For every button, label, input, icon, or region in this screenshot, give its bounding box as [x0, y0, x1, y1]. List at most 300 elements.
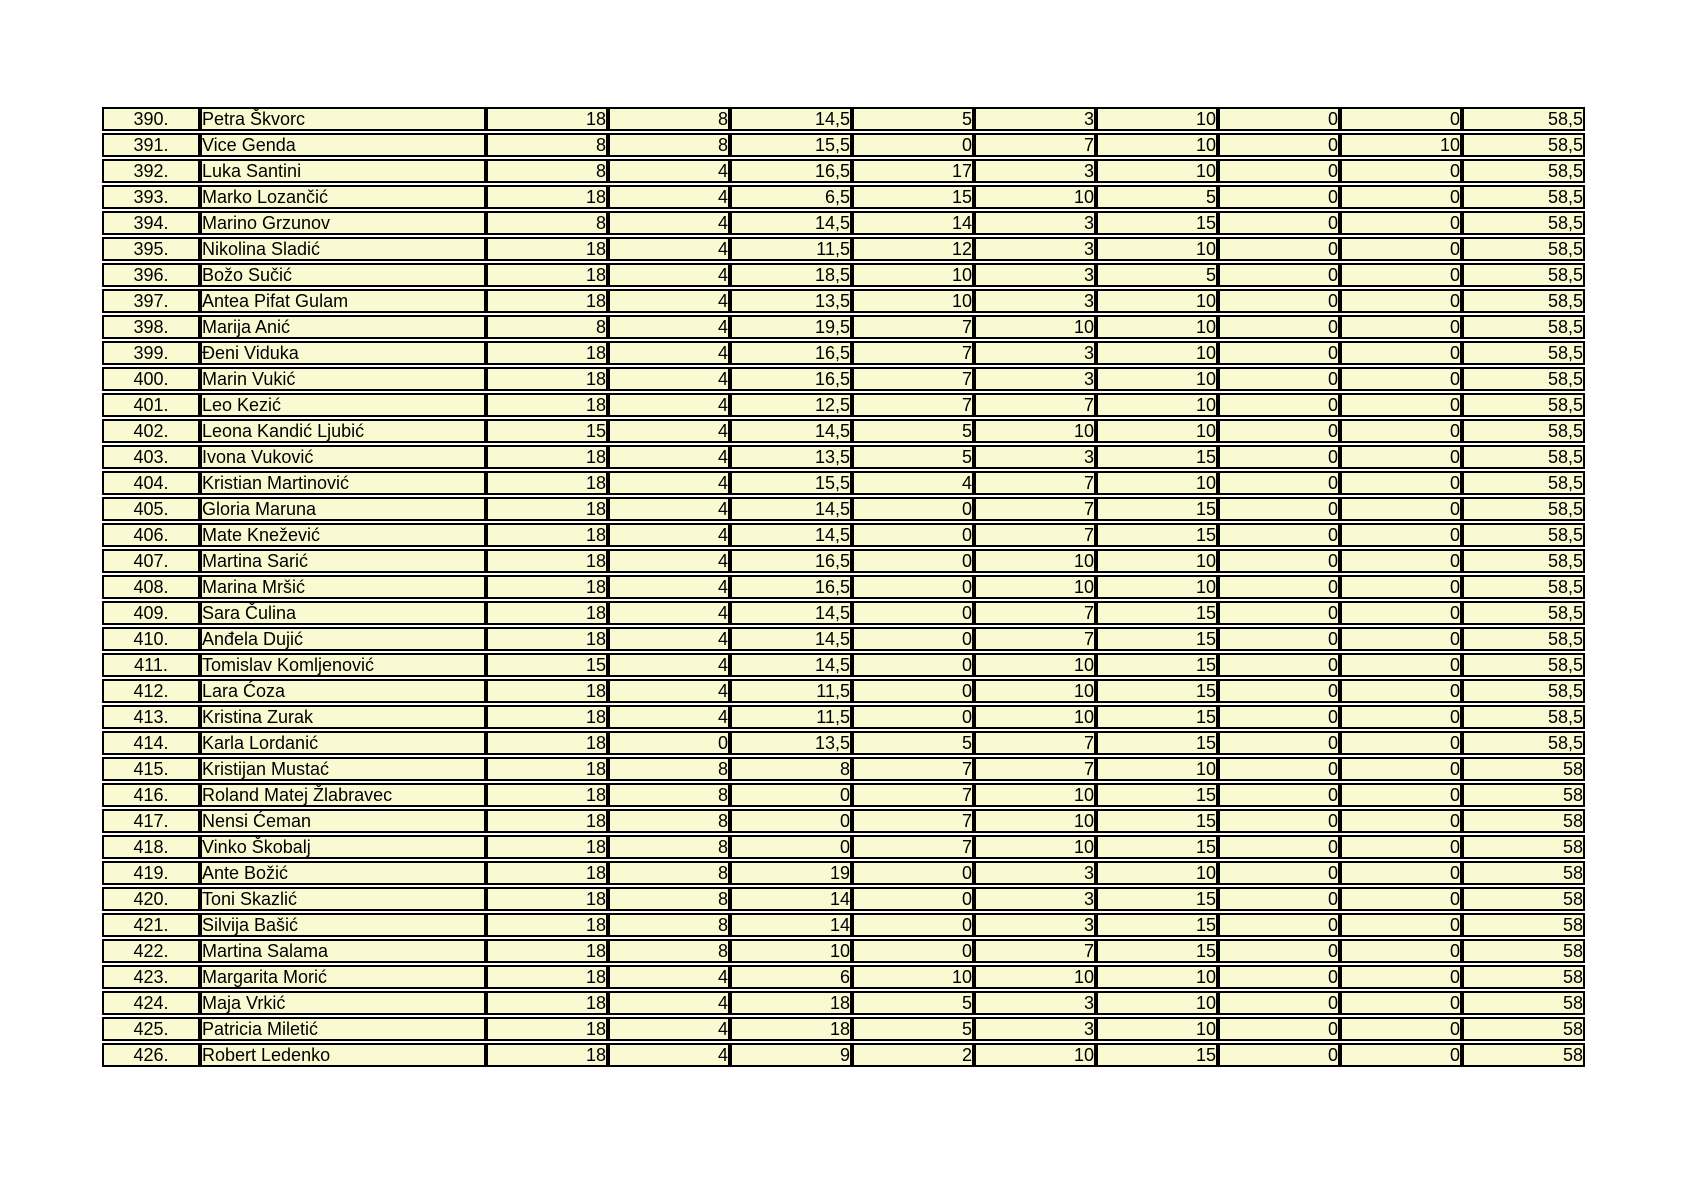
score-cell-5: 7 — [974, 393, 1096, 417]
score-cell-5: 10 — [974, 1043, 1096, 1067]
score-cell-1: 18 — [486, 575, 608, 599]
score-cell-8: 0 — [1340, 159, 1462, 183]
table-row — [102, 913, 1585, 937]
score-cell-1: 18 — [486, 237, 608, 261]
score-cell-8: 0 — [1340, 601, 1462, 625]
score-cell-7: 0 — [1218, 965, 1340, 989]
score-cell-4: 5 — [852, 445, 974, 469]
total-cell: 58,5 — [1462, 497, 1585, 521]
rank-cell: 400. — [102, 367, 200, 391]
score-cell-7: 0 — [1218, 731, 1340, 755]
rank-cell: 397. — [102, 289, 200, 313]
score-cell-2: 8 — [608, 757, 730, 781]
score-cell-7: 0 — [1218, 627, 1340, 651]
score-cell-4: 14 — [852, 211, 974, 235]
score-cell-3: 15,5 — [730, 471, 852, 495]
score-cell-6: 10 — [1096, 471, 1218, 495]
rank-cell: 412. — [102, 679, 200, 703]
score-cell-3: 0 — [730, 809, 852, 833]
score-cell-4: 0 — [852, 653, 974, 677]
table-row — [102, 627, 1585, 651]
score-cell-7: 0 — [1218, 367, 1340, 391]
score-cell-1: 18 — [486, 341, 608, 365]
rank-cell: 425. — [102, 1017, 200, 1041]
rank-cell: 414. — [102, 731, 200, 755]
table-row — [102, 757, 1585, 781]
score-cell-5: 10 — [974, 679, 1096, 703]
score-cell-3: 11,5 — [730, 237, 852, 261]
score-cell-2: 4 — [608, 445, 730, 469]
total-cell: 58 — [1462, 783, 1585, 807]
score-cell-6: 15 — [1096, 211, 1218, 235]
score-cell-5: 10 — [974, 705, 1096, 729]
rank-cell: 413. — [102, 705, 200, 729]
rank-cell: 409. — [102, 601, 200, 625]
table-row — [102, 809, 1585, 833]
total-cell: 58,5 — [1462, 237, 1585, 261]
total-cell: 58,5 — [1462, 341, 1585, 365]
score-cell-7: 0 — [1218, 159, 1340, 183]
score-cell-8: 0 — [1340, 497, 1462, 521]
score-cell-8: 0 — [1340, 549, 1462, 573]
score-cell-4: 5 — [852, 1017, 974, 1041]
score-cell-1: 18 — [486, 263, 608, 287]
score-cell-5: 3 — [974, 341, 1096, 365]
score-cell-7: 0 — [1218, 809, 1340, 833]
score-cell-1: 18 — [486, 783, 608, 807]
rank-cell: 391. — [102, 133, 200, 157]
score-cell-4: 10 — [852, 289, 974, 313]
score-cell-2: 8 — [608, 107, 730, 131]
score-cell-4: 10 — [852, 965, 974, 989]
score-cell-4: 5 — [852, 991, 974, 1015]
name-cell: Marko Lozančić — [200, 185, 486, 209]
score-cell-5: 7 — [974, 939, 1096, 963]
score-cell-3: 6,5 — [730, 185, 852, 209]
score-cell-1: 18 — [486, 1017, 608, 1041]
score-cell-8: 0 — [1340, 913, 1462, 937]
score-cell-1: 18 — [486, 861, 608, 885]
score-cell-2: 4 — [608, 159, 730, 183]
score-cell-3: 14,5 — [730, 627, 852, 651]
score-cell-7: 0 — [1218, 835, 1340, 859]
score-cell-1: 18 — [486, 549, 608, 573]
score-cell-4: 0 — [852, 575, 974, 599]
score-cell-4: 7 — [852, 341, 974, 365]
score-cell-7: 0 — [1218, 601, 1340, 625]
rank-cell: 404. — [102, 471, 200, 495]
score-cell-3: 14,5 — [730, 107, 852, 131]
score-cell-8: 0 — [1340, 185, 1462, 209]
score-cell-3: 0 — [730, 835, 852, 859]
score-cell-4: 0 — [852, 679, 974, 703]
rank-cell: 394. — [102, 211, 200, 235]
name-cell: Kristina Zurak — [200, 705, 486, 729]
score-cell-5: 7 — [974, 523, 1096, 547]
total-cell: 58,5 — [1462, 679, 1585, 703]
name-cell: Sara Čulina — [200, 601, 486, 625]
score-cell-3: 14,5 — [730, 419, 852, 443]
rank-cell: 398. — [102, 315, 200, 339]
table-row — [102, 289, 1585, 313]
score-cell-4: 10 — [852, 263, 974, 287]
score-cell-5: 10 — [974, 783, 1096, 807]
total-cell: 58,5 — [1462, 133, 1585, 157]
name-cell: Margarita Morić — [200, 965, 486, 989]
score-cell-3: 16,5 — [730, 549, 852, 573]
score-cell-5: 3 — [974, 1017, 1096, 1041]
score-cell-7: 0 — [1218, 679, 1340, 703]
rank-cell: 402. — [102, 419, 200, 443]
score-cell-6: 15 — [1096, 601, 1218, 625]
table-row — [102, 653, 1585, 677]
score-cell-6: 10 — [1096, 237, 1218, 261]
name-cell: Lara Ćoza — [200, 679, 486, 703]
rank-cell: 392. — [102, 159, 200, 183]
score-cell-8: 0 — [1340, 107, 1462, 131]
score-cell-6: 15 — [1096, 445, 1218, 469]
table-row — [102, 783, 1585, 807]
table-row — [102, 523, 1585, 547]
score-cell-8: 0 — [1340, 679, 1462, 703]
score-cell-6: 10 — [1096, 289, 1218, 313]
score-cell-6: 10 — [1096, 393, 1218, 417]
rank-cell: 426. — [102, 1043, 200, 1067]
score-cell-4: 0 — [852, 627, 974, 651]
table-row — [102, 237, 1585, 261]
total-cell: 58 — [1462, 757, 1585, 781]
score-cell-3: 14 — [730, 887, 852, 911]
name-cell: Maja Vrkić — [200, 991, 486, 1015]
score-cell-1: 8 — [486, 159, 608, 183]
score-cell-3: 14,5 — [730, 497, 852, 521]
score-cell-1: 18 — [486, 627, 608, 651]
score-cell-6: 15 — [1096, 809, 1218, 833]
table-row — [102, 1017, 1585, 1041]
rank-cell: 419. — [102, 861, 200, 885]
score-cell-2: 4 — [608, 367, 730, 391]
table-row — [102, 263, 1585, 287]
score-cell-7: 0 — [1218, 1017, 1340, 1041]
score-cell-7: 0 — [1218, 523, 1340, 547]
score-cell-2: 4 — [608, 991, 730, 1015]
score-cell-3: 14 — [730, 913, 852, 937]
score-cell-8: 0 — [1340, 523, 1462, 547]
score-cell-5: 3 — [974, 211, 1096, 235]
score-cell-1: 18 — [486, 965, 608, 989]
score-cell-1: 8 — [486, 315, 608, 339]
results-table-body — [102, 107, 1585, 1067]
score-cell-6: 10 — [1096, 315, 1218, 339]
rank-cell: 405. — [102, 497, 200, 521]
score-cell-3: 14,5 — [730, 601, 852, 625]
score-cell-6: 10 — [1096, 991, 1218, 1015]
score-cell-3: 6 — [730, 965, 852, 989]
score-cell-2: 4 — [608, 393, 730, 417]
score-cell-2: 4 — [608, 263, 730, 287]
score-cell-2: 4 — [608, 315, 730, 339]
name-cell: Ante Božić — [200, 861, 486, 885]
score-cell-6: 15 — [1096, 497, 1218, 521]
name-cell: Silvija Bašić — [200, 913, 486, 937]
score-cell-3: 13,5 — [730, 445, 852, 469]
score-cell-8: 0 — [1340, 731, 1462, 755]
score-cell-4: 7 — [852, 315, 974, 339]
score-cell-5: 10 — [974, 965, 1096, 989]
total-cell: 58,5 — [1462, 601, 1585, 625]
total-cell: 58,5 — [1462, 263, 1585, 287]
score-cell-7: 0 — [1218, 653, 1340, 677]
rank-cell: 411. — [102, 653, 200, 677]
rank-cell: 420. — [102, 887, 200, 911]
total-cell: 58 — [1462, 835, 1585, 859]
score-cell-8: 0 — [1340, 211, 1462, 235]
table-row — [102, 211, 1585, 235]
name-cell: Leona Kandić Ljubić — [200, 419, 486, 443]
score-cell-6: 15 — [1096, 1043, 1218, 1067]
score-cell-7: 0 — [1218, 419, 1340, 443]
score-cell-4: 15 — [852, 185, 974, 209]
score-cell-1: 18 — [486, 757, 608, 781]
score-cell-8: 0 — [1340, 263, 1462, 287]
score-cell-1: 18 — [486, 185, 608, 209]
total-cell: 58 — [1462, 887, 1585, 911]
total-cell: 58,5 — [1462, 315, 1585, 339]
name-cell: Vinko Škobalj — [200, 835, 486, 859]
name-cell: Tomislav Komljenović — [200, 653, 486, 677]
table-row — [102, 679, 1585, 703]
score-cell-1: 18 — [486, 835, 608, 859]
score-cell-2: 4 — [608, 1043, 730, 1067]
score-cell-5: 10 — [974, 835, 1096, 859]
score-cell-2: 4 — [608, 965, 730, 989]
score-cell-1: 18 — [486, 809, 608, 833]
score-cell-2: 4 — [608, 237, 730, 261]
score-cell-6: 10 — [1096, 549, 1218, 573]
rank-cell: 410. — [102, 627, 200, 651]
name-cell: Božo Sučić — [200, 263, 486, 287]
total-cell: 58,5 — [1462, 653, 1585, 677]
name-cell: Petra Škvorc — [200, 107, 486, 131]
score-cell-6: 5 — [1096, 263, 1218, 287]
score-cell-4: 0 — [852, 705, 974, 729]
name-cell: Antea Pifat Gulam — [200, 289, 486, 313]
rank-cell: 417. — [102, 809, 200, 833]
score-cell-6: 10 — [1096, 367, 1218, 391]
total-cell: 58,5 — [1462, 471, 1585, 495]
score-cell-5: 3 — [974, 367, 1096, 391]
score-cell-4: 0 — [852, 939, 974, 963]
table-row — [102, 419, 1585, 443]
score-cell-4: 0 — [852, 601, 974, 625]
total-cell: 58 — [1462, 861, 1585, 885]
score-cell-1: 18 — [486, 445, 608, 469]
name-cell: Marina Mršić — [200, 575, 486, 599]
score-cell-1: 18 — [486, 523, 608, 547]
table-row — [102, 445, 1585, 469]
score-cell-5: 7 — [974, 471, 1096, 495]
score-cell-3: 14,5 — [730, 211, 852, 235]
table-row — [102, 835, 1585, 859]
table-row — [102, 107, 1585, 131]
rank-cell: 423. — [102, 965, 200, 989]
score-cell-1: 18 — [486, 367, 608, 391]
total-cell: 58,5 — [1462, 627, 1585, 651]
score-cell-3: 19 — [730, 861, 852, 885]
name-cell: Kristijan Mustać — [200, 757, 486, 781]
rank-cell: 421. — [102, 913, 200, 937]
rank-cell: 415. — [102, 757, 200, 781]
name-cell: Leo Kezić — [200, 393, 486, 417]
total-cell: 58,5 — [1462, 185, 1585, 209]
score-cell-2: 4 — [608, 627, 730, 651]
rank-cell: 403. — [102, 445, 200, 469]
score-cell-2: 4 — [608, 497, 730, 521]
score-cell-7: 0 — [1218, 445, 1340, 469]
score-cell-7: 0 — [1218, 497, 1340, 521]
score-cell-1: 18 — [486, 991, 608, 1015]
score-cell-7: 0 — [1218, 393, 1340, 417]
name-cell: Nensi Ćeman — [200, 809, 486, 833]
score-cell-4: 12 — [852, 237, 974, 261]
total-cell: 58 — [1462, 991, 1585, 1015]
score-cell-4: 7 — [852, 835, 974, 859]
score-cell-2: 8 — [608, 133, 730, 157]
rank-cell: 390. — [102, 107, 200, 131]
score-cell-1: 18 — [486, 289, 608, 313]
table-row — [102, 133, 1585, 157]
score-cell-2: 8 — [608, 939, 730, 963]
rank-cell: 418. — [102, 835, 200, 859]
score-cell-7: 0 — [1218, 913, 1340, 937]
score-cell-3: 0 — [730, 783, 852, 807]
score-cell-6: 10 — [1096, 419, 1218, 443]
rank-cell: 406. — [102, 523, 200, 547]
table-row — [102, 549, 1585, 573]
score-cell-7: 0 — [1218, 107, 1340, 131]
score-cell-8: 0 — [1340, 315, 1462, 339]
score-cell-8: 0 — [1340, 705, 1462, 729]
score-cell-6: 15 — [1096, 939, 1218, 963]
score-cell-6: 15 — [1096, 731, 1218, 755]
name-cell: Patricia Miletić — [200, 1017, 486, 1041]
score-cell-3: 9 — [730, 1043, 852, 1067]
score-cell-6: 10 — [1096, 757, 1218, 781]
score-cell-1: 8 — [486, 133, 608, 157]
score-cell-7: 0 — [1218, 861, 1340, 885]
score-cell-6: 15 — [1096, 783, 1218, 807]
score-cell-2: 4 — [608, 419, 730, 443]
score-cell-3: 11,5 — [730, 679, 852, 703]
score-cell-2: 4 — [608, 705, 730, 729]
name-cell: Toni Skazlić — [200, 887, 486, 911]
score-cell-5: 7 — [974, 601, 1096, 625]
score-cell-6: 15 — [1096, 835, 1218, 859]
score-cell-7: 0 — [1218, 471, 1340, 495]
name-cell: Roland Matej Žlabravec — [200, 783, 486, 807]
name-cell: Anđela Dujić — [200, 627, 486, 651]
score-cell-4: 0 — [852, 549, 974, 573]
score-cell-8: 10 — [1340, 133, 1462, 157]
score-cell-7: 0 — [1218, 705, 1340, 729]
score-cell-2: 4 — [608, 601, 730, 625]
score-cell-6: 15 — [1096, 887, 1218, 911]
score-cell-1: 18 — [486, 731, 608, 755]
score-cell-3: 16,5 — [730, 159, 852, 183]
score-cell-5: 3 — [974, 263, 1096, 287]
score-cell-5: 10 — [974, 575, 1096, 599]
score-cell-5: 3 — [974, 445, 1096, 469]
score-cell-5: 7 — [974, 757, 1096, 781]
score-cell-8: 0 — [1340, 653, 1462, 677]
score-cell-2: 4 — [608, 653, 730, 677]
score-cell-8: 0 — [1340, 783, 1462, 807]
score-cell-2: 8 — [608, 861, 730, 885]
rank-cell: 424. — [102, 991, 200, 1015]
score-cell-8: 0 — [1340, 367, 1462, 391]
score-cell-6: 15 — [1096, 653, 1218, 677]
total-cell: 58,5 — [1462, 367, 1585, 391]
score-cell-6: 10 — [1096, 341, 1218, 365]
score-cell-7: 0 — [1218, 289, 1340, 313]
score-cell-7: 0 — [1218, 341, 1340, 365]
score-cell-2: 4 — [608, 185, 730, 209]
score-cell-6: 15 — [1096, 705, 1218, 729]
total-cell: 58 — [1462, 939, 1585, 963]
score-cell-3: 13,5 — [730, 731, 852, 755]
score-cell-6: 10 — [1096, 965, 1218, 989]
score-cell-8: 0 — [1340, 939, 1462, 963]
score-cell-8: 0 — [1340, 445, 1462, 469]
name-cell: Kristian Martinović — [200, 471, 486, 495]
score-cell-8: 0 — [1340, 471, 1462, 495]
name-cell: Martina Salama — [200, 939, 486, 963]
score-cell-2: 8 — [608, 809, 730, 833]
total-cell: 58,5 — [1462, 445, 1585, 469]
score-cell-8: 0 — [1340, 757, 1462, 781]
score-cell-5: 3 — [974, 913, 1096, 937]
score-cell-7: 0 — [1218, 133, 1340, 157]
name-cell: Mate Knežević — [200, 523, 486, 547]
table-row — [102, 341, 1585, 365]
score-cell-2: 4 — [608, 549, 730, 573]
score-cell-2: 0 — [608, 731, 730, 755]
score-cell-5: 3 — [974, 107, 1096, 131]
score-cell-4: 0 — [852, 887, 974, 911]
table-row — [102, 731, 1585, 755]
score-cell-8: 0 — [1340, 887, 1462, 911]
table-row — [102, 575, 1585, 599]
score-cell-3: 12,5 — [730, 393, 852, 417]
score-cell-8: 0 — [1340, 237, 1462, 261]
score-cell-8: 0 — [1340, 1017, 1462, 1041]
score-cell-3: 16,5 — [730, 367, 852, 391]
score-cell-7: 0 — [1218, 939, 1340, 963]
score-cell-8: 0 — [1340, 393, 1462, 417]
total-cell: 58,5 — [1462, 419, 1585, 443]
table-row — [102, 497, 1585, 521]
score-cell-2: 4 — [608, 523, 730, 547]
score-cell-5: 10 — [974, 653, 1096, 677]
score-cell-8: 0 — [1340, 627, 1462, 651]
total-cell: 58,5 — [1462, 107, 1585, 131]
score-cell-7: 0 — [1218, 263, 1340, 287]
name-cell: Karla Lordanić — [200, 731, 486, 755]
table-row — [102, 471, 1585, 495]
table-row — [102, 861, 1585, 885]
score-cell-2: 4 — [608, 341, 730, 365]
rank-cell: 407. — [102, 549, 200, 573]
